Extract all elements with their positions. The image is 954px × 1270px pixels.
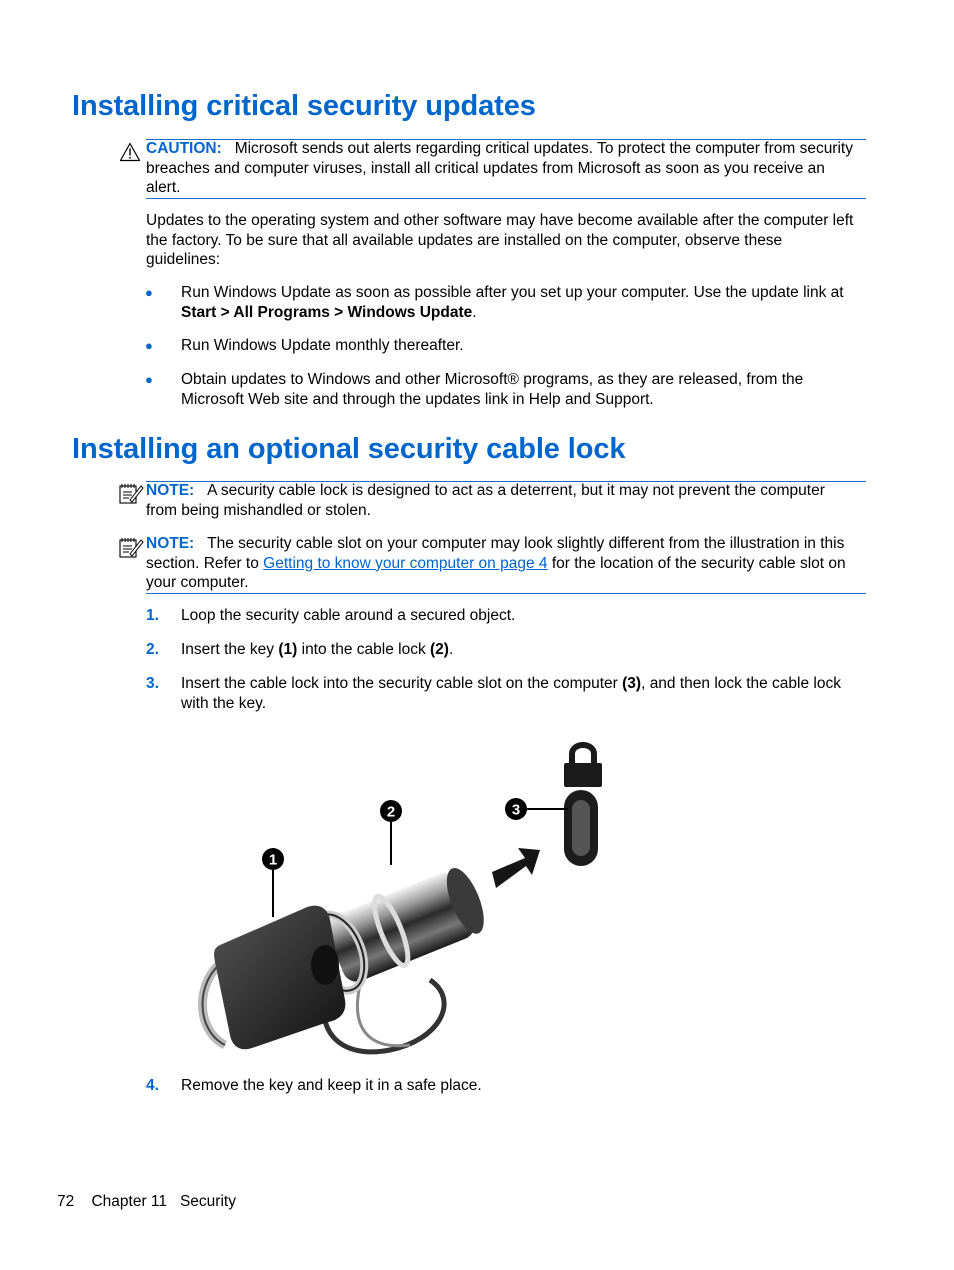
step-number: 3.: [146, 675, 159, 692]
bullet-item-1: [181, 283, 861, 322]
step-4-text: Remove the key and keep it in a safe place.: [181, 1077, 482, 1094]
step-number: 4.: [146, 1077, 159, 1094]
note2-block: [146, 534, 858, 593]
padlock-icon: [564, 745, 602, 787]
note1-block: [146, 481, 858, 520]
caution-bottom-rule: [146, 198, 866, 199]
section-heading-cable-lock: Installing an optional security cable lock: [72, 433, 626, 465]
step-1-text: Loop the security cable around a secured object.: [181, 607, 516, 624]
bullet-marker: ●: [145, 372, 153, 387]
security-slot-inner: [572, 800, 590, 856]
page-number: 72: [57, 1193, 75, 1210]
footer-chapter: Chapter 11: [91, 1193, 168, 1210]
callout-label-2: 2: [386, 803, 396, 821]
section-heading-security-updates: Installing critical security updates: [72, 90, 536, 122]
caution-icon: [119, 142, 141, 162]
step-3-ref-slot: (3): [622, 675, 642, 692]
callout-label-3: 3: [511, 801, 521, 819]
step-3-part: , and then lock the cable lock with the key.: [181, 675, 841, 712]
note-icon: [118, 483, 144, 505]
note2-text-end: for the location of the security cable slot on your computer.: [146, 554, 846, 591]
caution-text: Microsoft sends out alerts regarding critical updates. To protect the computer from security breaches and computer viruses, install all critical updates from Microsoft as soon as you receive an alert.: [146, 140, 853, 196]
step-2-part: .: [448, 641, 454, 658]
step-3-part: Insert the cable lock into the security cable slot on the computer: [181, 675, 623, 692]
step-number: 2.: [146, 641, 159, 658]
insert-arrow: [492, 848, 540, 888]
step-2-text: [181, 640, 861, 660]
cable-loop: [357, 985, 410, 1046]
bullet-item-3: Obtain updates to Windows and other Microsoft® programs, as they are released, from the Microsoft Web site and through the updates link in Help and Support.: [181, 371, 804, 408]
caution-block: [146, 139, 858, 198]
note2-bottom-rule: [146, 593, 866, 594]
page-footer: [57, 1192, 457, 1212]
step-3-text: [181, 674, 871, 713]
bullet-1-text: Run Windows Update as soon as possible after you set up your computer. Use the update link at: [181, 284, 844, 301]
callout-label-1: 1: [268, 851, 278, 869]
cable-lock-illustration: [180, 730, 620, 1070]
bullet-1-menu-path: Start > All Programs > Windows Update: [181, 303, 473, 321]
note2-text: The security cable slot on your computer may look slightly different from the illustration in this section. Refer to: [146, 535, 845, 572]
step-2-ref-lock: (2): [430, 641, 449, 658]
step-2-part: Insert the key: [181, 641, 279, 658]
bullet-marker: ●: [145, 285, 153, 300]
footer-section: Security: [179, 1193, 236, 1210]
intro-paragraph: Updates to the operating system and other software may have become available after the computer left the factory. To be sure that all available updates are installed on the computer, observe these guidelines:: [146, 212, 854, 268]
getting-to-know-link[interactable]: Getting to know your computer on page 4: [263, 554, 548, 572]
bullet-1-period: .: [472, 303, 477, 321]
note1-text: A security cable lock is designed to act as a deterrent, but it may not prevent the computer from being mishandled or stolen.: [146, 482, 825, 519]
note2-label: NOTE:: [146, 535, 195, 552]
note-icon: [118, 537, 144, 559]
key-blade: [311, 945, 339, 985]
note1-label: NOTE:: [146, 482, 195, 499]
step-number: 1.: [146, 607, 159, 624]
caution-label: CAUTION:: [146, 140, 222, 157]
bullet-item-2: Run Windows Update monthly thereafter.: [181, 337, 464, 354]
bullet-marker: ●: [145, 338, 153, 353]
step-2-ref-key: (1): [278, 641, 298, 658]
step-2-part: into the cable lock: [297, 641, 431, 658]
